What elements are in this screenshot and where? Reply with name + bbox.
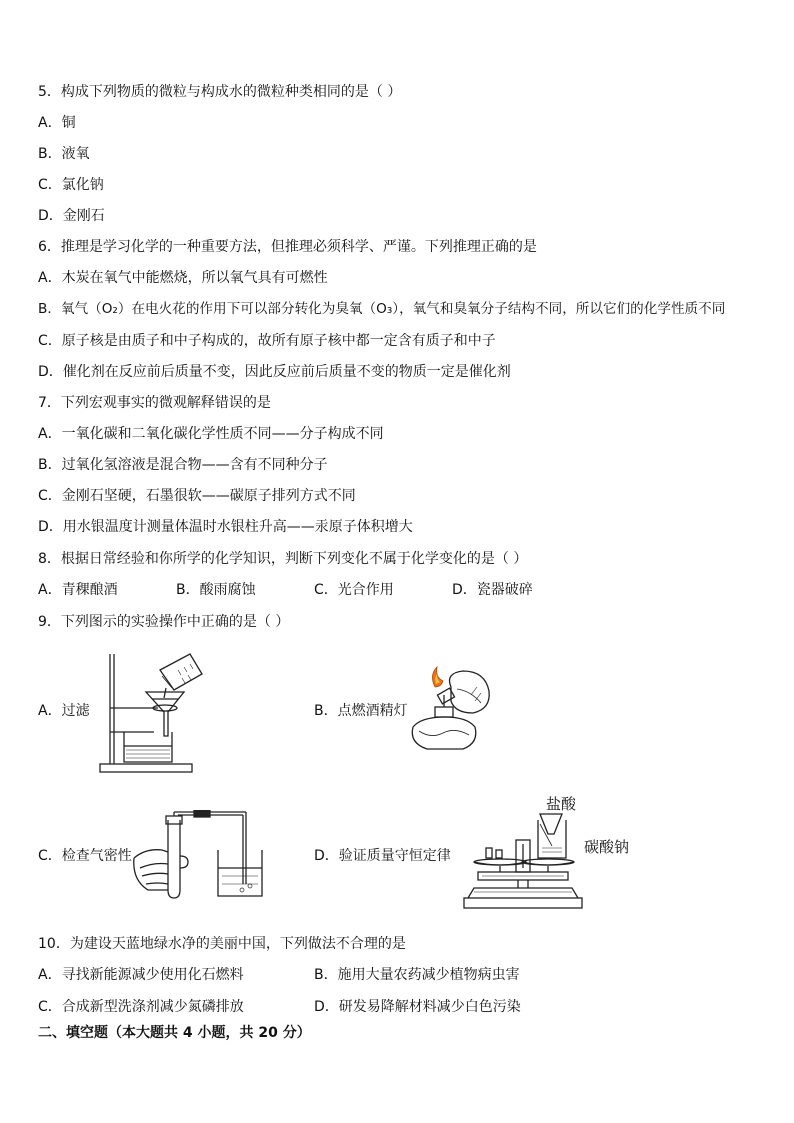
label-sodium-carbonate: 碳酸钠 (584, 838, 630, 856)
q10-option-b: B．施用大量农药减少植物病虫害 (314, 967, 520, 983)
q9-option-b: B．点燃酒精灯 (314, 703, 408, 719)
q9-option-c: C．检查气密性 (38, 848, 132, 864)
q9-option-a: A．过滤 (38, 703, 90, 719)
q8-option-c: C．光合作用 (314, 582, 394, 598)
q7-option-c: C．金刚石坚硬，石墨很软——碳原子排列方式不同 (38, 488, 356, 504)
q5-option-d: D．金刚石 (38, 208, 105, 224)
q10-option-c: C．合成新型洗涤剂减少氮磷排放 (38, 999, 244, 1015)
filtration-apparatus-figure (98, 650, 208, 775)
q9-stem: 9．下列图示的实验操作中正确的是（ ） (38, 614, 290, 630)
q6-option-c: C．原子核是由质子和中子构成的，故所有原子核中都一定含有质子和中子 (38, 333, 496, 349)
q6-option-b: B．氧气（O₂）在电火花的作用下可以部分转化为臭氧（O₃），氧气和臭氧分子结构不同，所以它们的化学性质不同 (38, 301, 726, 317)
q10-option-d: D．研发易降解材料减少白色污染 (314, 999, 521, 1015)
label-hydrochloric-acid: 盐酸 (546, 795, 577, 813)
q6-option-d: D．催化剂在反应前后质量不变，因此反应前后质量不变的物质一定是催化剂 (38, 364, 511, 380)
section-2-heading: 二、填空题（本大题共 4 小题，共 20 分） (38, 1025, 311, 1041)
q5-stem: 5．构成下列物质的微粒与构成水的微粒种类相同的是（ ） (38, 84, 402, 100)
q6-stem: 6．推理是学习化学的一种重要方法，但推理必须科学、严谨。下列推理正确的是 (38, 239, 537, 255)
q6-option-a: A．木炭在氧气中能燃烧，所以氧气具有可燃性 (38, 270, 328, 286)
q7-option-a: A．一氧化碳和二氧化碳化学性质不同——分子构成不同 (38, 426, 384, 442)
q8-option-a: A．青稞酿酒 (38, 582, 118, 598)
q8-option-b: B．酸雨腐蚀 (176, 582, 256, 598)
q7-option-d: D．用水银温度计测量体温时水银柱升高——汞原子体积增大 (38, 519, 413, 535)
q7-stem: 7．下列宏观事实的微观解释错误的是 (38, 395, 271, 411)
q8-stem: 8．根据日常经验和你所学的化学知识，判断下列变化不属于化学变化的是（ ） (38, 551, 528, 567)
q8-option-d: D．瓷器破碎 (452, 582, 533, 598)
q5-option-b: B．液氧 (38, 146, 90, 162)
q7-option-b: B．过氧化氢溶液是混合物——含有不同种分子 (38, 457, 328, 473)
q5-option-c: C．氯化钠 (38, 177, 104, 193)
gas-tightness-check-figure (132, 810, 264, 905)
q10-option-a: A．寻找新能源减少使用化石燃料 (38, 967, 244, 983)
alcohol-lamp-figure (405, 665, 500, 755)
q10-stem: 10．为建设天蓝地绿水净的美丽中国，下列做法不合理的是 (38, 936, 406, 952)
q5-option-a: A．铜 (38, 115, 76, 131)
q9-option-d: D．验证质量守恒定律 (314, 848, 451, 864)
